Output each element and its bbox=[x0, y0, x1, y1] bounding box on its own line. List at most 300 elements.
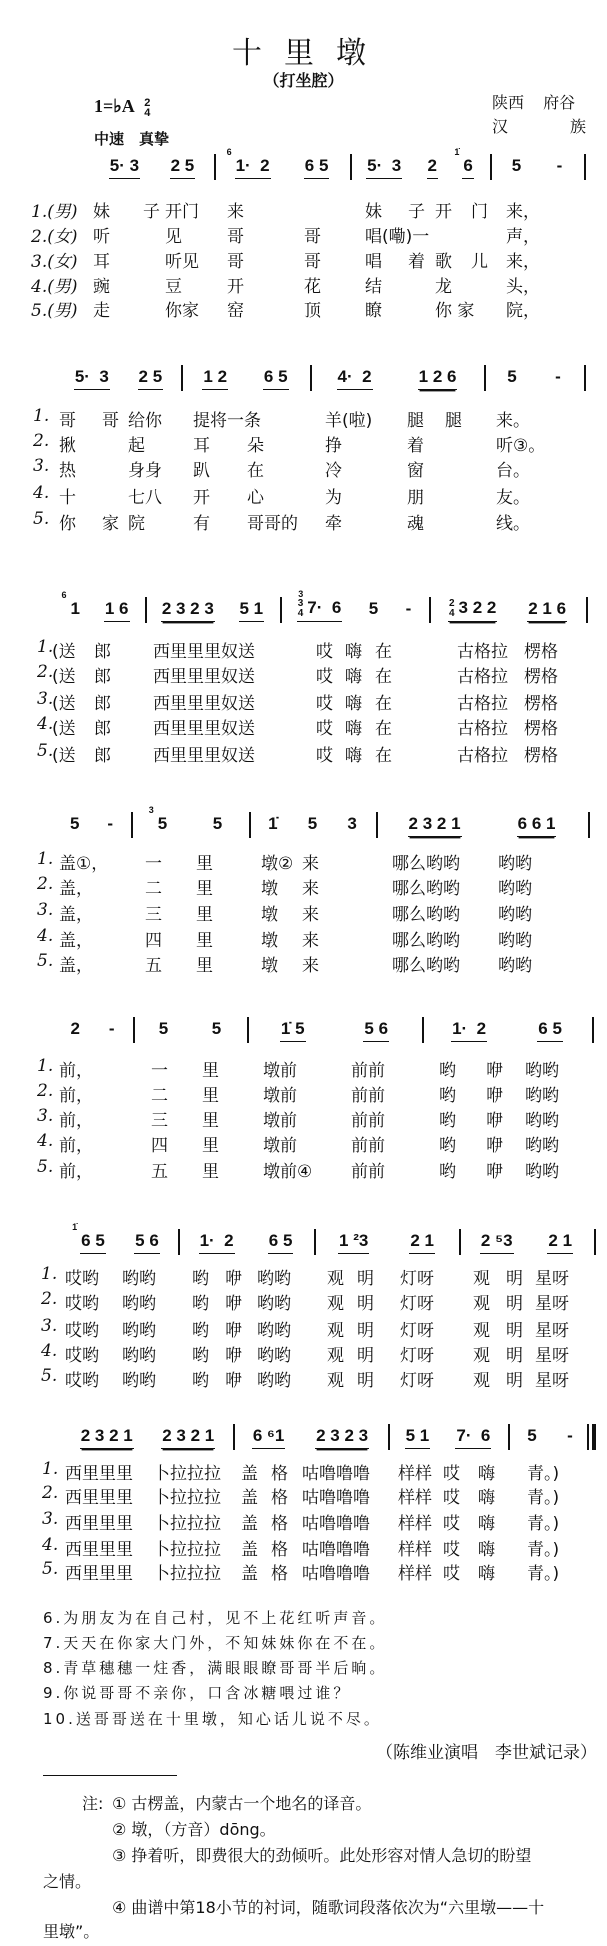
key-signature bbox=[94, 96, 150, 118]
lyric-syllable: (送 bbox=[52, 667, 76, 687]
lyric-syllable: 咿 bbox=[225, 1294, 242, 1314]
lyric-syllable: 哟 bbox=[192, 1321, 209, 1341]
lyric-syllable: 青。) bbox=[527, 1540, 560, 1560]
lyric-syllable: 嗨 bbox=[345, 719, 362, 739]
note-text: 5 bbox=[527, 1426, 537, 1445]
lyric-syllable: 线。 bbox=[496, 514, 530, 534]
footnote-3-cont: 之情。 bbox=[43, 1872, 92, 1891]
verse-number: 4. bbox=[42, 1535, 59, 1555]
lyric-syllable: 来， bbox=[506, 202, 540, 222]
verse-number: 3.(女) bbox=[31, 252, 78, 272]
lyric-syllable: 哟哟 bbox=[525, 1061, 559, 1081]
lyric-syllable: 墩前 bbox=[263, 1136, 297, 1156]
lyric-syllable: 卜拉拉拉 bbox=[153, 1514, 221, 1534]
note-text: 1 6 bbox=[104, 598, 129, 618]
note-group bbox=[138, 367, 164, 390]
lyric-syllable: 盖， bbox=[59, 956, 93, 976]
lyric-syllable: 星呀 bbox=[535, 1269, 569, 1289]
barline bbox=[592, 1017, 594, 1043]
lyric-syllable: 西里里里奴送 bbox=[153, 642, 255, 662]
measure bbox=[56, 812, 127, 838]
verse-number: 2. bbox=[37, 1081, 54, 1101]
verse-number: 1.(男) bbox=[31, 202, 78, 222]
time-signature bbox=[144, 98, 150, 118]
lyric-syllable: 哟哟 bbox=[498, 956, 532, 976]
note-text: - bbox=[108, 1019, 115, 1038]
lyric-syllable: 哎 bbox=[316, 694, 333, 714]
note-group bbox=[104, 599, 130, 622]
lyric-syllable: 哎 bbox=[316, 746, 333, 766]
note-group bbox=[418, 367, 458, 390]
measure bbox=[512, 1424, 588, 1450]
note-group bbox=[506, 367, 517, 389]
lyric-syllable: 着 bbox=[408, 252, 425, 272]
lyric-syllable: 哟哟 bbox=[257, 1294, 291, 1314]
barline bbox=[249, 812, 251, 838]
time-sig-bottom: 4 bbox=[297, 607, 304, 619]
lyric-syllable: 牵 bbox=[325, 514, 342, 534]
measure bbox=[66, 1424, 229, 1450]
lyric-syllable: 院 bbox=[128, 514, 145, 534]
measure bbox=[284, 589, 425, 623]
lyric-syllable: 妹 bbox=[93, 202, 110, 222]
lyric-syllable: 哟哟 bbox=[525, 1136, 559, 1156]
verse-number: 4. bbox=[33, 483, 50, 503]
lyric-syllable: 西里里里 bbox=[65, 1540, 133, 1560]
lyric-syllable: 哎哟 bbox=[65, 1346, 99, 1366]
lyric-syllable: 郎 bbox=[94, 642, 111, 662]
note-group bbox=[108, 1019, 116, 1041]
lyric-syllable: 妹 bbox=[365, 202, 382, 222]
note-text: - bbox=[567, 1426, 573, 1445]
measure bbox=[426, 1017, 588, 1043]
barline bbox=[233, 1424, 235, 1450]
verse-number: 1. bbox=[41, 1264, 58, 1284]
lyric-syllable: 哟 bbox=[439, 1111, 456, 1131]
note-group bbox=[304, 156, 330, 179]
note-group bbox=[69, 1019, 80, 1041]
note-text: 6 5 bbox=[263, 366, 288, 386]
barline bbox=[181, 365, 183, 391]
note-group bbox=[212, 814, 223, 836]
lyric-syllable: 嗨 bbox=[478, 1464, 495, 1484]
lyric-syllable: 二 bbox=[145, 879, 162, 899]
verse-number: 1. bbox=[33, 406, 50, 426]
barline bbox=[280, 597, 282, 623]
lyric-syllable: 明 bbox=[357, 1269, 374, 1289]
lyric-syllable: 观 bbox=[473, 1269, 490, 1289]
lyric-syllable: 西里里里奴送 bbox=[153, 694, 255, 714]
lyric-syllable: 前前 bbox=[351, 1162, 385, 1182]
note-group bbox=[566, 1426, 574, 1448]
lyric-syllable: 热 bbox=[59, 461, 76, 481]
time-sig-bottom: 4 bbox=[144, 106, 151, 119]
lyric-syllable: 七八 bbox=[128, 488, 162, 508]
lyric-syllable: 哪么哟哟 bbox=[392, 956, 460, 976]
lyric-syllable: 起 bbox=[128, 436, 145, 456]
lyric-syllable: 开 bbox=[227, 277, 244, 297]
verse-number: 2. bbox=[41, 1289, 58, 1309]
note-group bbox=[556, 156, 564, 178]
lyric-syllable: 来 bbox=[302, 905, 319, 925]
lyric-syllable: 为 bbox=[325, 488, 342, 508]
note-group bbox=[267, 814, 278, 836]
note-group bbox=[263, 367, 289, 390]
lyric-syllable: 瞭 bbox=[365, 301, 382, 321]
lyric-syllable: 你 家 bbox=[435, 301, 475, 321]
lyric-syllable: 咿 bbox=[486, 1162, 503, 1182]
lyric-syllable: 四 bbox=[151, 1136, 168, 1156]
lyric-syllable: 西里里里 bbox=[65, 1564, 133, 1584]
lyric-syllable: 哟哟 bbox=[525, 1162, 559, 1182]
verse-number: 1. bbox=[42, 1459, 59, 1479]
lyric-syllable: 来， bbox=[506, 252, 540, 272]
ethnicity-char: 汉 bbox=[492, 117, 509, 136]
lyric-syllable: 朋 bbox=[407, 488, 424, 508]
note-group bbox=[226, 146, 271, 179]
note-text: - bbox=[556, 156, 563, 175]
barline bbox=[422, 1017, 424, 1043]
verse-number: 5. bbox=[37, 951, 54, 971]
lyric-syllable: 哟 bbox=[439, 1061, 456, 1081]
barline bbox=[508, 1424, 510, 1450]
lyric-syllable: 明 bbox=[506, 1269, 523, 1289]
lyric-syllable: 观 bbox=[327, 1371, 344, 1391]
lyric-syllable: 哟哟 bbox=[257, 1321, 291, 1341]
lyric-syllable: 前前 bbox=[351, 1111, 385, 1131]
lyric-syllable: 样样 bbox=[398, 1488, 432, 1508]
lyric-syllable: 里 bbox=[196, 879, 213, 899]
lyric-syllable: 楞格 bbox=[524, 667, 558, 687]
lyric-syllable: 嗨 bbox=[478, 1488, 495, 1508]
lyric-syllable: 西里里里 bbox=[65, 1514, 133, 1534]
lyric-syllable: 哟哟 bbox=[498, 879, 532, 899]
note-group bbox=[409, 1231, 435, 1254]
lyric-syllable: 耳 bbox=[193, 436, 210, 456]
lyric-syllable: 哎哟 bbox=[65, 1321, 99, 1341]
measure bbox=[494, 154, 580, 180]
verse-number: 2.(女) bbox=[31, 227, 78, 247]
barline bbox=[247, 1017, 249, 1043]
lyric-syllable: 盖 bbox=[241, 1464, 258, 1484]
note-group bbox=[72, 1221, 106, 1254]
verse-number: 5. bbox=[41, 1366, 58, 1386]
note-text: 2 3 2 1 bbox=[162, 1425, 215, 1445]
lyric-syllable: 盖， bbox=[59, 905, 93, 925]
note-text: 1 2 6 bbox=[418, 366, 457, 386]
lyric-syllable: 哥 bbox=[304, 227, 321, 247]
note-group bbox=[368, 599, 379, 621]
lyric-syllable: 里 bbox=[196, 956, 213, 976]
grace-note: 3 bbox=[298, 589, 304, 600]
lyric-syllable: 楞格 bbox=[524, 694, 558, 714]
lyric-syllable: 灯呀 bbox=[400, 1321, 434, 1341]
note-text: 3 2 2 bbox=[458, 598, 497, 618]
lyric-syllable: 西里里里奴送 bbox=[153, 667, 255, 687]
note-group bbox=[337, 367, 373, 390]
note-text: 6 5 1̇ bbox=[72, 1221, 105, 1250]
song-subtitle: （打坐腔） bbox=[263, 71, 344, 90]
lyric-syllable: 听 bbox=[93, 227, 110, 247]
lyric-syllable: 前前 bbox=[351, 1086, 385, 1106]
lyric-syllable: 你家 bbox=[165, 301, 199, 321]
note-text: 2 1 6 bbox=[528, 598, 567, 618]
lyric-syllable: 青。) bbox=[527, 1514, 560, 1534]
time-sig-bottom: 4 bbox=[448, 607, 455, 619]
lyric-syllable: 哥 bbox=[227, 227, 244, 247]
lyric-syllable: 盖 bbox=[241, 1514, 258, 1534]
note-text: 2 3 2 3 bbox=[316, 1425, 369, 1445]
lyric-syllable: (送 bbox=[52, 694, 76, 714]
lyric-syllable: 哪么哟哟 bbox=[392, 905, 460, 925]
lyric-syllable: 里 bbox=[202, 1061, 219, 1081]
measure bbox=[380, 812, 584, 838]
barline bbox=[314, 1229, 316, 1255]
note-text: 5 1 bbox=[239, 598, 264, 618]
footnote-1: ① 古楞盖，内蒙古一个地名的译音。 bbox=[112, 1794, 372, 1813]
verse-number: 4. bbox=[41, 1341, 58, 1361]
lyric-syllable: 观 bbox=[473, 1294, 490, 1314]
lyric-syllable: 卜拉拉拉 bbox=[153, 1464, 221, 1484]
lyric-syllable: 哎 bbox=[316, 719, 333, 739]
lyric-syllable: 哎 bbox=[443, 1564, 460, 1584]
note-group bbox=[547, 1231, 573, 1254]
lyric-syllable: 明 bbox=[357, 1371, 374, 1391]
note-group bbox=[74, 367, 110, 390]
lyric-syllable: 哥 bbox=[304, 252, 321, 272]
note-text: 2 ⁵3 bbox=[480, 1230, 513, 1250]
lyric-syllable: 哟哟 bbox=[257, 1346, 291, 1366]
lyric-syllable: 观 bbox=[327, 1321, 344, 1341]
note-group bbox=[148, 805, 168, 836]
barline bbox=[484, 365, 486, 391]
note-text: 5 bbox=[307, 814, 318, 833]
measure bbox=[237, 1424, 384, 1450]
lyric-syllable: 来。 bbox=[496, 411, 530, 431]
lyric-syllable: 哟哟 bbox=[525, 1111, 559, 1131]
note-text: 2 bbox=[70, 1019, 80, 1038]
note-group bbox=[80, 1426, 134, 1449]
lyric-syllable: 格 bbox=[271, 1540, 288, 1560]
lyric-syllable: 灯呀 bbox=[400, 1269, 434, 1289]
lyric-syllable: 哟 bbox=[439, 1162, 456, 1182]
lyric-syllable: 咕噜噜噜 bbox=[302, 1564, 370, 1584]
verse-8: 8.青草穗穗一炷香，满眼眼瞭哥哥半后晌。 bbox=[43, 1659, 388, 1677]
lyric-syllable: 样样 bbox=[398, 1564, 432, 1584]
lyric-syllable: 卜拉拉拉 bbox=[153, 1540, 221, 1560]
verse-7: 7.天天在你家大门外，不知妹妹你在不在。 bbox=[43, 1634, 388, 1652]
lyric-syllable: 星呀 bbox=[535, 1321, 569, 1341]
lyric-syllable: 窑 bbox=[227, 301, 244, 321]
lyric-syllable: 听③。 bbox=[496, 436, 546, 456]
note-group bbox=[346, 814, 357, 836]
note-group bbox=[511, 156, 522, 178]
lyric-syllable: 格 bbox=[271, 1564, 288, 1584]
note-text: 2 5 bbox=[138, 366, 163, 386]
note-text: - bbox=[555, 367, 561, 386]
verse-number: 2. bbox=[33, 431, 50, 451]
lyric-syllable: 灯呀 bbox=[400, 1294, 434, 1314]
barline bbox=[145, 597, 147, 623]
verse-number: 5. bbox=[37, 1157, 54, 1177]
lyric-syllable: 哎哟 bbox=[65, 1294, 99, 1314]
note-text: 1· 2 6 bbox=[226, 146, 270, 175]
barline bbox=[459, 1229, 461, 1255]
barline bbox=[584, 365, 586, 391]
lyric-syllable: 咿 bbox=[486, 1136, 503, 1156]
note-text: - bbox=[405, 599, 412, 618]
note-text: 2 bbox=[427, 155, 438, 175]
barline bbox=[350, 154, 352, 180]
time-signature-change bbox=[449, 599, 455, 619]
lyric-syllable: 样样 bbox=[398, 1540, 432, 1560]
note-group bbox=[280, 1019, 306, 1042]
note-group bbox=[109, 156, 140, 179]
lyric-syllable: 楞格 bbox=[524, 746, 558, 766]
lyric-syllable: 二 bbox=[151, 1086, 168, 1106]
note-text: 5 bbox=[511, 156, 522, 175]
note-group bbox=[106, 814, 114, 836]
lyric-syllable: (送 bbox=[52, 642, 76, 662]
verse-number: 5. bbox=[37, 741, 54, 761]
lyric-syllable: 郎 bbox=[94, 746, 111, 766]
note-text: 1· 2 bbox=[452, 1018, 487, 1038]
lyric-syllable: 明 bbox=[506, 1346, 523, 1366]
measure bbox=[251, 1017, 418, 1043]
lyric-syllable: 开 bbox=[193, 488, 210, 508]
lyric-syllable: 哟哟 bbox=[257, 1269, 291, 1289]
time-sig-top: 2 bbox=[144, 96, 151, 109]
lyric-syllable: 哟 bbox=[192, 1269, 209, 1289]
lyric-syllable: 哟哟 bbox=[122, 1269, 156, 1289]
final-barline bbox=[592, 1424, 596, 1450]
lyric-syllable: 开门 bbox=[165, 202, 199, 222]
measure bbox=[182, 1229, 310, 1255]
lyric-syllable: 咕噜噜噜 bbox=[302, 1488, 370, 1508]
lyric-syllable: 嗨 bbox=[345, 694, 362, 714]
note-text: 6 5 bbox=[538, 1018, 562, 1038]
note-group bbox=[405, 599, 413, 621]
song-title: 十里墩 bbox=[232, 36, 388, 71]
note-text: 1 6 bbox=[61, 590, 80, 618]
lyric-syllable: (送 bbox=[52, 719, 76, 739]
lyric-syllable: 哟哟 bbox=[257, 1371, 291, 1391]
lyric-syllable: 声， bbox=[506, 227, 540, 247]
lyric-syllable: 豌 bbox=[93, 277, 110, 297]
lyric-syllable: 嗨 bbox=[478, 1540, 495, 1560]
note-group bbox=[408, 814, 462, 837]
note-group bbox=[527, 599, 567, 622]
note-group bbox=[134, 1231, 160, 1254]
lyric-syllable: 青。) bbox=[527, 1564, 560, 1584]
lyric-syllable: 门 bbox=[471, 202, 488, 222]
lyric-syllable: 嗨 bbox=[478, 1514, 495, 1534]
note-text: 5 3 bbox=[148, 805, 168, 833]
note-group bbox=[315, 1426, 369, 1449]
lyric-syllable: 羊(啦) bbox=[325, 411, 373, 431]
lyric-syllable: 盖①， bbox=[59, 854, 109, 874]
lyric-syllable: 来 bbox=[302, 931, 319, 951]
footnote-2: ② 墩，（方音）dōng。 bbox=[112, 1820, 276, 1839]
lyric-syllable: 揪 bbox=[59, 436, 76, 456]
lyric-syllable: 哥 bbox=[102, 411, 119, 431]
lyric-syllable: 哪么哟哟 bbox=[392, 854, 460, 874]
lyric-syllable: 哎 bbox=[443, 1540, 460, 1560]
lyric-syllable: 里 bbox=[196, 854, 213, 874]
lyric-syllable: 观 bbox=[473, 1371, 490, 1391]
lyric-syllable: 前， bbox=[59, 1086, 93, 1106]
lyric-syllable: 哎 bbox=[316, 642, 333, 662]
lyric-syllable: 前， bbox=[59, 1162, 93, 1182]
lyric-syllable: 开 bbox=[435, 202, 452, 222]
verse-number: 2. bbox=[42, 1483, 59, 1503]
note-group bbox=[480, 1231, 514, 1254]
lyric-syllable: 格 bbox=[271, 1464, 288, 1484]
lyric-syllable: 在 bbox=[375, 719, 392, 739]
measure bbox=[149, 597, 276, 623]
lyric-syllable: 听见 bbox=[165, 252, 199, 272]
note-group bbox=[199, 1231, 235, 1254]
lyric-syllable: 结 bbox=[365, 277, 382, 297]
lyric-syllable: 哟 bbox=[192, 1294, 209, 1314]
lyric-syllable: 三 bbox=[151, 1111, 168, 1131]
lyric-syllable: 里 bbox=[196, 905, 213, 925]
note-group bbox=[537, 1019, 563, 1042]
note-group bbox=[161, 599, 215, 622]
lyric-syllable: 朵 bbox=[247, 436, 264, 456]
lyric-syllable: 头， bbox=[506, 277, 540, 297]
note-group bbox=[211, 1019, 222, 1041]
lyric-syllable: 嗨 bbox=[345, 642, 362, 662]
verse-number: 3. bbox=[42, 1509, 59, 1529]
verse-number: 1. bbox=[37, 1056, 54, 1076]
lyric-syllable: 咕噜噜噜 bbox=[302, 1464, 370, 1484]
note-group bbox=[307, 814, 318, 836]
note-group bbox=[338, 1231, 369, 1254]
lyric-syllable: 哟哟 bbox=[122, 1294, 156, 1314]
note-text: 7· 6 3 bbox=[298, 589, 342, 618]
lyric-syllable: 哥哥的 bbox=[247, 514, 298, 534]
note-text: 1 2 bbox=[203, 366, 228, 386]
lyric-syllable: 家 bbox=[102, 514, 119, 534]
footnote-divider bbox=[43, 1775, 177, 1776]
note-text: 4· 2 bbox=[337, 366, 372, 386]
lyric-syllable: (送 bbox=[52, 746, 76, 766]
lyric-syllable: 墩前④ bbox=[263, 1162, 313, 1182]
lyric-syllable: 盖 bbox=[241, 1488, 258, 1508]
lyric-syllable: 子 bbox=[408, 202, 425, 222]
verse-9: 9.你说哥哥不亲你，口含冰糖喂过谁？ bbox=[43, 1684, 352, 1702]
lyric-syllable: 灯呀 bbox=[400, 1346, 434, 1366]
time-signature-change bbox=[298, 599, 304, 619]
lyric-syllable: 哎 bbox=[443, 1488, 460, 1508]
lyric-syllable: 哟哟 bbox=[122, 1371, 156, 1391]
note-text: 1· 2 bbox=[199, 1230, 234, 1250]
lyric-syllable: 墩 bbox=[261, 931, 278, 951]
note-text: 3 bbox=[347, 814, 357, 833]
verse-number: 4. bbox=[37, 926, 54, 946]
lyric-syllable: 嗨 bbox=[345, 667, 362, 687]
lyric-syllable: 西里里里奴送 bbox=[153, 746, 255, 766]
note-group bbox=[202, 367, 228, 390]
lyric-syllable: 前， bbox=[59, 1136, 93, 1156]
verse-number: 1. bbox=[37, 849, 54, 869]
verse-number: 3. bbox=[37, 1106, 54, 1126]
barline bbox=[133, 1017, 135, 1043]
grace-note: 1̇ bbox=[454, 146, 460, 157]
lyric-syllable: 卜拉拉拉 bbox=[153, 1488, 221, 1508]
lyric-syllable: 唱 bbox=[365, 252, 382, 272]
